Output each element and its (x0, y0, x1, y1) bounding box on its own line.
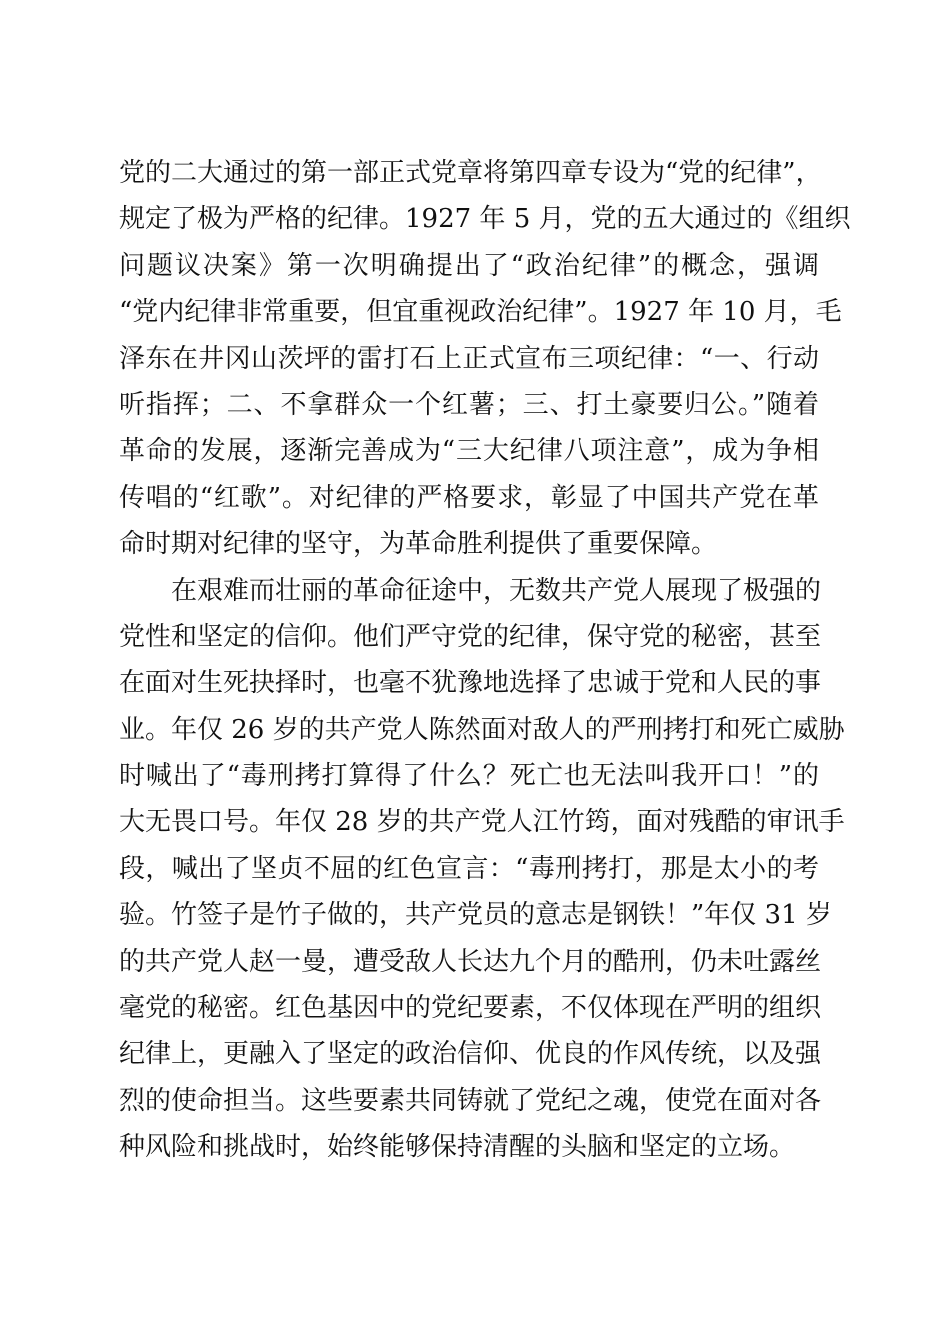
text-line: 在艰难而壮丽的革命征途中，无数共产党人展现了极强的 (171, 575, 822, 606)
text-line: 问题议决案》第一次明确提出了“政治纪律”的概念，强调 (119, 250, 819, 281)
text-line: 党性和坚定的信仰。他们严守党的纪律，保守党的秘密，甚至 (119, 621, 822, 652)
body-text (119, 150, 851, 1171)
paragraph-1 (119, 150, 851, 568)
text-line: 验。竹签子是竹子做的，共产党员的意志是钢铁！”年仅 31 岁 (119, 900, 832, 931)
paragraph-2 (119, 568, 845, 1171)
text-line: 毫党的秘密。红色基因中的党纪要素，不仅体现在严明的组织 (119, 993, 822, 1024)
text-line: 规定了极为严格的纪律。1927 年 5 月，党的五大通过的《组织 (119, 204, 851, 235)
text-line: 种风险和挑战时，始终能够保持清醒的头脑和坚定的立场。 (119, 1132, 796, 1163)
text-line: 在面对生死抉择时，也毫不犹豫地选择了忠诚于党和人民的事 (119, 668, 822, 699)
text-line: 命时期对纪律的坚守，为革命胜利提供了重要保障。 (119, 529, 718, 560)
text-line: 革命的发展，逐渐完善成为“三大纪律八项注意”，成为争相 (119, 436, 819, 467)
text-line: 泽东在井冈山茨坪的雷打石上正式宣布三项纪律：“一、行动 (119, 343, 819, 374)
text-line: 烈的使命担当。这些要素共同铸就了党纪之魂，使党在面对各 (119, 1085, 822, 1116)
text-line: 纪律上，更融入了坚定的政治信仰、优良的作风传统，以及强 (119, 1039, 822, 1070)
text-line: 听指挥；二、不拿群众一个红薯；三、打土豪要归公。”随着 (119, 389, 819, 420)
text-line: 党的二大通过的第一部正式党章将第四章专设为“党的纪律”， (119, 158, 822, 188)
text-line: 大无畏口号。年仅 28 岁的共产党人江竹筠，面对残酷的审讯手 (119, 807, 845, 838)
text-line: 业。年仅 26 岁的共产党人陈然面对敌人的严刑拷打和死亡威胁 (119, 714, 845, 745)
text-line: 时喊出了“毒刑拷打算得了什么？死亡也无法叫我开口！”的 (119, 761, 819, 792)
text-line: 段，喊出了坚贞不屈的红色宣言：“毒刑拷打，那是太小的考 (119, 853, 819, 884)
text-line: 传唱的“红歌”。对纪律的严格要求，彰显了中国共产党在革 (119, 482, 819, 513)
text-line: 的共产党人赵一曼，遭受敌人长达九个月的酷刑，仍未吐露丝 (119, 946, 822, 977)
text-line: “党内纪律非常重要，但宜重视政治纪律”。1927 年 10 月，毛 (119, 297, 842, 328)
